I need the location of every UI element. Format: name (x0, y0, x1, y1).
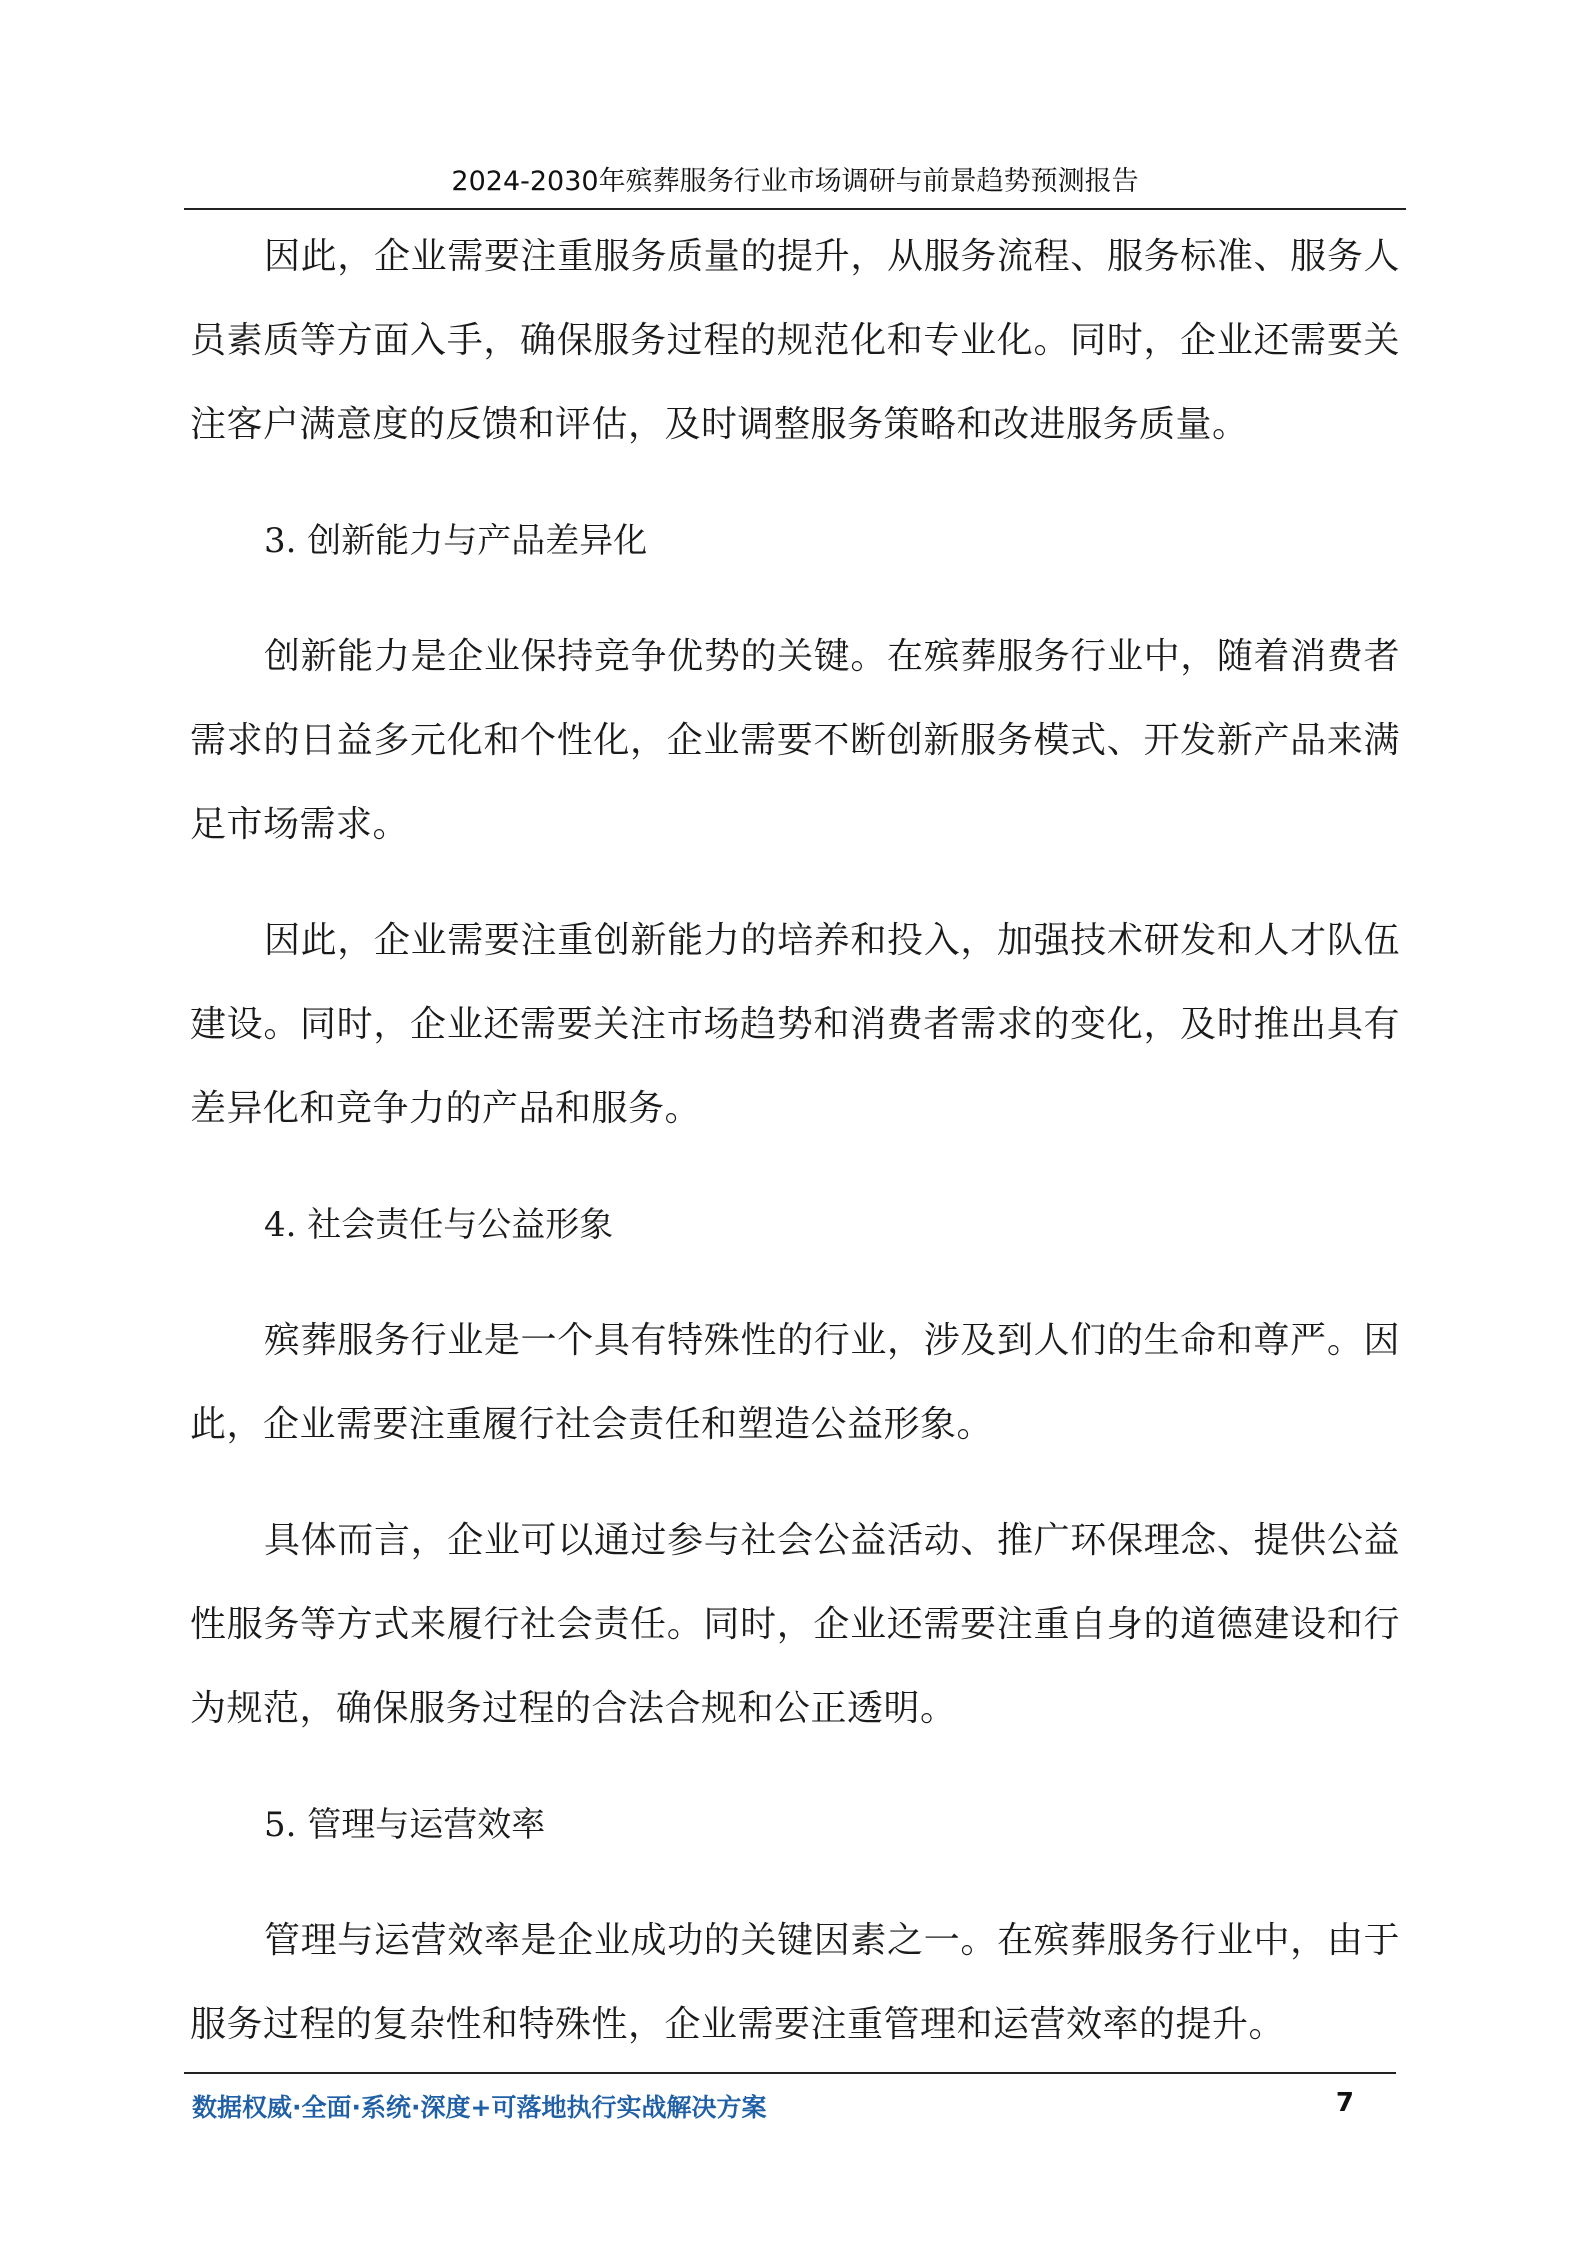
page-number: 7 (1335, 2088, 1354, 2118)
footer-slogan: 数据权威·全面·系统·深度+可落地执行实战解决方案 (192, 2093, 767, 2122)
report-title: 2024-2030年殡葬服务行业市场调研与前景趋势预测报告 (451, 166, 1139, 197)
paragraph-social-responsibility-intro: 殡葬服务行业是一个具有特殊性的行业，涉及到人们的生命和尊严。因此，企业需要注重履行社会责任和塑造公益形象。 (190, 1320, 1400, 1445)
section-heading-management: 5. 管理与运营效率 (264, 1805, 546, 1845)
page-header (184, 156, 1406, 210)
paragraph-innovation-investment: 因此，企业需要注重创新能力的培养和投入，加强技术研发和人才队伍建设。同时，企业还需要关注市场趋势和消费者需求的变化，及时推出具有差异化和竞争力的产品和服务。 (190, 920, 1400, 1129)
paragraph-social-responsibility-actions: 具体而言，企业可以通过参与社会公益活动、推广环保理念、提供公益性服务等方式来履行社会责任。同时，企业还需要注重自身的道德建设和行为规范，确保服务过程的合法合规和公正透明。 (190, 1520, 1400, 1729)
paragraph-service-quality: 因此，企业需要注重服务质量的提升，从服务流程、服务标准、服务人员素质等方面入手，确保服务过程的规范化和专业化。同时，企业还需要关注客户满意度的反馈和评估，及时调整服务策略和改进服务质量。 (190, 236, 1400, 445)
paragraph-innovation-intro: 创新能力是企业保持竞争优势的关键。在殡葬服务行业中，随着消费者需求的日益多元化和个性化，企业需要不断创新服务模式、开发新产品来满足市场需求。 (190, 636, 1400, 845)
paragraph-management-efficiency: 管理与运营效率是企业成功的关键因素之一。在殡葬服务行业中，由于服务过程的复杂性和特殊性，企业需要注重管理和运营效率的提升。 (190, 1920, 1400, 2045)
section-heading-social-responsibility: 4. 社会责任与公益形象 (264, 1205, 614, 1245)
section-heading-innovation: 3. 创新能力与产品差异化 (264, 521, 648, 561)
document-body (190, 215, 1400, 2099)
page-footer (184, 2072, 1396, 2134)
